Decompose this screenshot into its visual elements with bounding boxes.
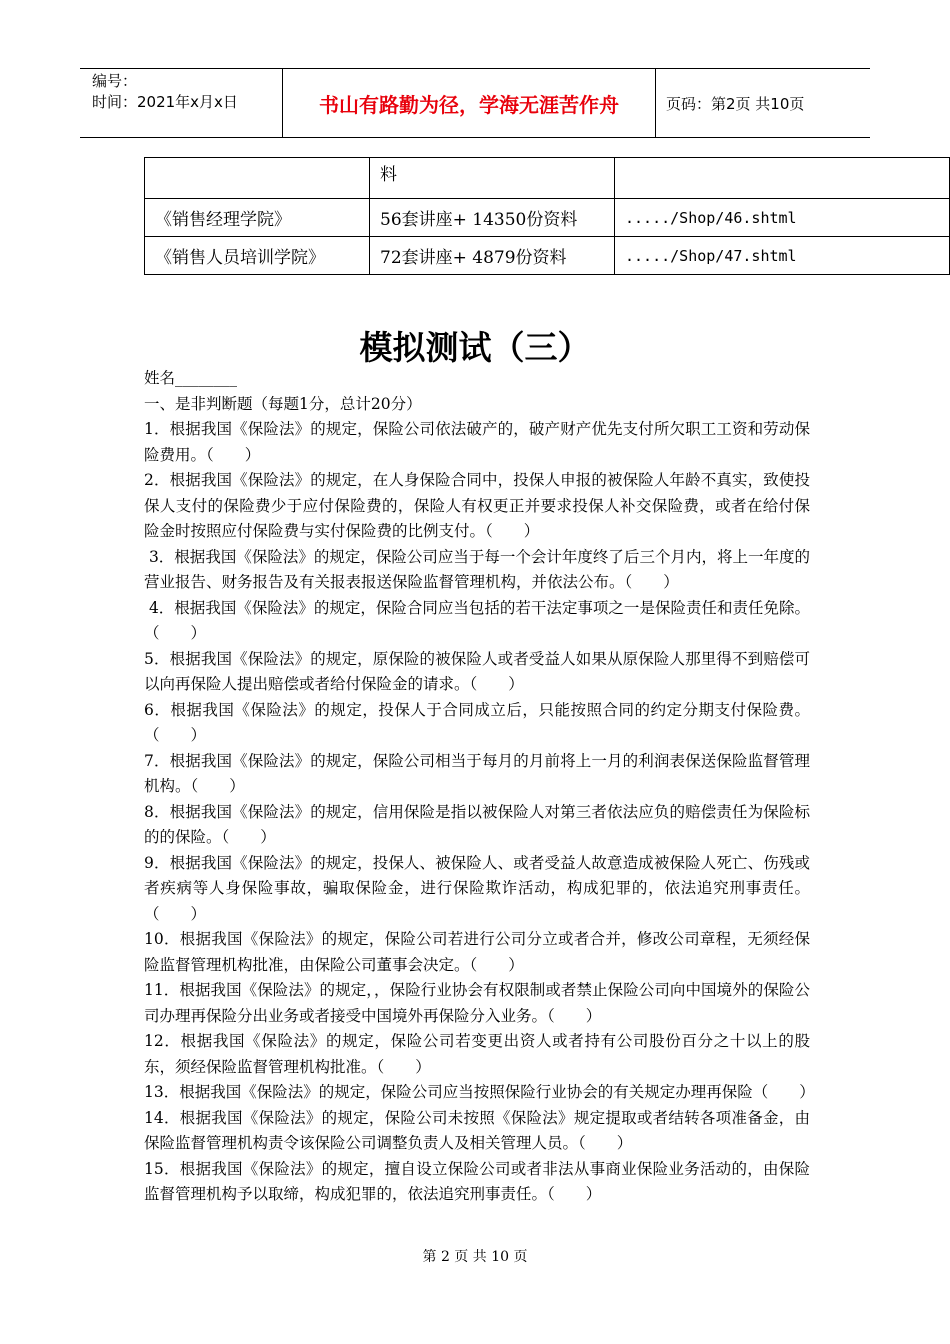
question-7: 7．根据我国《保险法》的规定，保险公司相当于每月的月前将上一月的利润表保送保险监督管理机构。（ ） [144, 751, 810, 795]
header-meta [80, 69, 282, 137]
question-6: 6．根据我国《保险法》的规定，投保人于合同成立后，只能按照合同的约定分期支付保险费。（ ） [144, 700, 810, 744]
table-row [145, 199, 950, 237]
question-9: 9．根据我国《保险法》的规定，投保人、被保险人、或者受益人故意造成被保险人死亡、伤残或者疾病等人身保险事故，骗取保险金，进行保险欺诈活动，构成犯罪的，依法追究刑事责任。（ ） [144, 853, 810, 923]
resource-table [144, 157, 950, 275]
question-11: 11．根据我国《保险法》的规定，，保险行业协会有权限制或者禁止保险公司向中国境外的保险公司办理再保险分出业务或者接受中国境外再保险分入业务。（ ） [144, 981, 810, 1025]
exam-title: 模拟测试（三） [359, 328, 591, 367]
number-label: 编号： [92, 72, 138, 90]
page-footer: 第 2 页 共 10 页 [422, 1249, 528, 1265]
table-cell-desc: 72套讲座+ 4879份资料 [370, 237, 615, 275]
table-cell-link [615, 158, 950, 199]
question-4: 4．根据我国《保险法》的规定，保险合同应当包括的若干法定事项之一是保险责任和责任免除。（ ） [144, 598, 810, 642]
question-8: 8．根据我国《保险法》的规定，信用保险是指以被保险人对第三者依法应负的赔偿责任为保险标的的保险。（ ） [144, 802, 810, 846]
table-cell-desc: 料 [370, 158, 615, 199]
question-10: 10．根据我国《保险法》的规定，保险公司若进行公司分立或者合并，修改公司章程，无须经保险监督管理机构批准，由保险公司董事会决定。（ ） [144, 930, 810, 974]
question-14: 14．根据我国《保险法》的规定，保险公司未按照《保险法》规定提取或者结转各项准备金，由保险监督管理机构责令该保险公司调整负责人及相关管理人员。（ ） [144, 1108, 810, 1152]
name-line: 姓名________ [144, 369, 238, 387]
question-13: 13．根据我国《保险法》的规定，保险公司应当按照保险行业协会的有关规定办理再保险（ ） [144, 1083, 815, 1101]
question-2: 2．根据我国《保险法》的规定，在人身保险合同中，投保人申报的被保险人年龄不真实，致使投保人支付的保险费少于应付保险费的，保险人有权更正并要求投保人补交保险费，或者在给付保险金时按照应付保险费与实付保险费的比例支付。（ ） [144, 471, 810, 540]
table-cell-link[interactable]: ...../Shop/46.shtml [615, 199, 950, 237]
header-page-info: 页码：第2页 共10页 [666, 94, 805, 113]
question-3: 3．根据我国《保险法》的规定，保险公司应当于每一个会计年度终了后三个月内，将上一年度的营业报告、财务报告及有关报表报送保险监督管理机构，并依法公布。（ ） [144, 547, 810, 591]
table-cell-link[interactable]: ...../Shop/47.shtml [615, 237, 950, 275]
question-15: 15．根据我国《保险法》的规定，擅自设立保险公司或者非法从事商业保险业务活动的，由保险监督管理机构予以取缔，构成犯罪的，依法追究刑事责任。（ ） [144, 1159, 810, 1203]
header-motto: 书山有路勤为径，学海无涯苦作舟 [282, 69, 656, 137]
question-5: 5．根据我国《保险法》的规定，原保险的被保险人或者受益人如果从原保险人那里得不到赔偿可以向再保险人提出赔偿或者给付保险金的请求。（ ） [144, 649, 810, 693]
table-row [145, 158, 950, 199]
question-12: 12．根据我国《保险法》的规定，保险公司若变更出资人或者持有公司股份百分之十以上的股东，须经保险监督管理机构批准。（ ） [144, 1032, 810, 1076]
table-cell-name: 《销售人员培训学院》 [145, 237, 370, 275]
question-1: 1．根据我国《保险法》的规定，保险公司依法破产的，破产财产优先支付所欠职工工资和劳动保险费用。（ ） [144, 420, 810, 464]
table-row [145, 237, 950, 275]
section-heading: 一、是非判断题（每题1分，总计20分） [144, 394, 422, 413]
time-label: 时间：2021年x月x日 [92, 93, 238, 111]
page-header [80, 68, 870, 138]
table-cell-name: 《销售经理学院》 [145, 199, 370, 237]
table-cell-desc: 56套讲座+ 14350份资料 [370, 199, 615, 237]
exam-body [144, 366, 815, 1208]
table-cell-name [145, 158, 370, 199]
